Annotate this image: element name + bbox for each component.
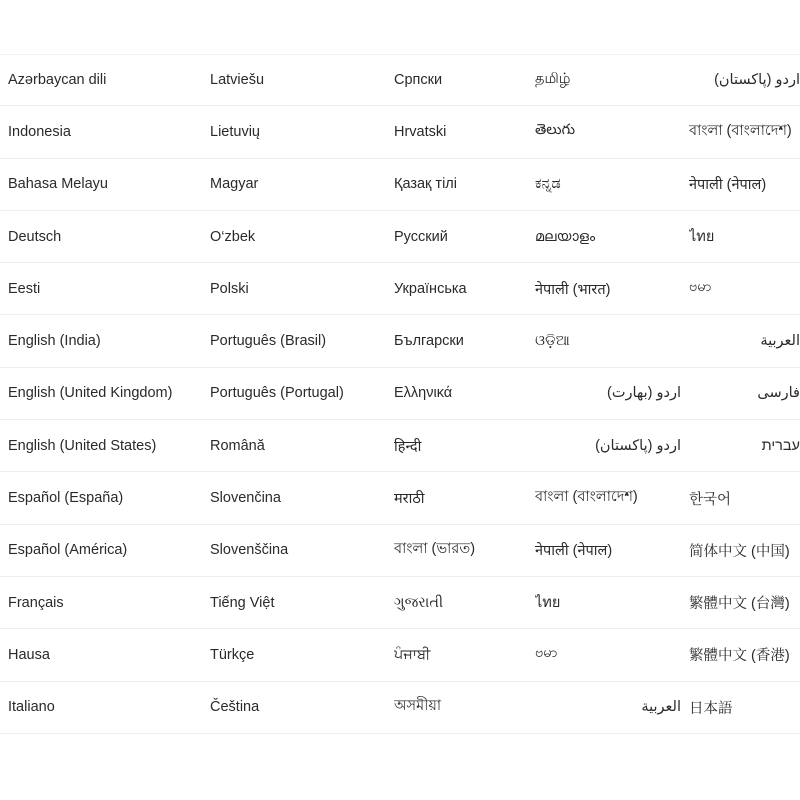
- language-option[interactable]: Türkçe: [210, 646, 255, 663]
- language-option[interactable]: Română: [210, 437, 265, 454]
- language-option[interactable]: Deutsch: [8, 228, 62, 245]
- language-option[interactable]: Latviešu: [210, 72, 265, 89]
- language-option[interactable]: বাংলা (বাংলাদেশ): [689, 122, 792, 139]
- language-row: [0, 682, 800, 734]
- language-option[interactable]: Polski: [210, 280, 249, 297]
- language-option[interactable]: नेपाली (नेपाल): [535, 543, 613, 560]
- language-option[interactable]: ဗမာ: [535, 645, 558, 662]
- language-option[interactable]: தமிழ்: [535, 71, 571, 88]
- language-option[interactable]: Italiano: [8, 699, 55, 716]
- language-option[interactable]: Ελληνικά: [394, 385, 453, 402]
- language-option[interactable]: Slovenščina: [210, 542, 289, 559]
- language-option[interactable]: Español (España): [8, 490, 124, 507]
- language-option[interactable]: ไทย: [535, 595, 561, 612]
- language-option[interactable]: বাংলা (বাংলাদেশ): [535, 489, 638, 506]
- language-option[interactable]: Azərbaycan dili: [8, 72, 107, 89]
- language-row: [0, 315, 800, 367]
- language-option[interactable]: Slovenčina: [210, 490, 281, 507]
- language-row: [0, 368, 800, 420]
- language-option[interactable]: English (United Kingdom): [8, 385, 173, 402]
- language-option[interactable]: Русский: [394, 228, 448, 245]
- language-option[interactable]: বাংলা (ভারত): [394, 541, 476, 558]
- language-option[interactable]: Čeština: [210, 699, 260, 716]
- language-option[interactable]: ಕನ್ನಡ: [535, 176, 561, 193]
- language-row: [0, 54, 800, 106]
- language-option[interactable]: Български: [394, 333, 464, 350]
- language-option[interactable]: فارسی: [757, 385, 800, 402]
- language-option[interactable]: Français: [8, 594, 64, 611]
- language-row: [0, 420, 800, 472]
- language-row: [0, 159, 800, 211]
- language-option[interactable]: नेपाली (नेपाल): [689, 177, 767, 194]
- language-option[interactable]: O‘zbek: [210, 228, 256, 245]
- language-row: [0, 106, 800, 158]
- language-option[interactable]: العربية: [641, 699, 681, 716]
- language-option[interactable]: 简体中文 (中国): [689, 543, 790, 560]
- language-row: [0, 525, 800, 577]
- language-option[interactable]: English (India): [8, 333, 101, 350]
- language-option[interactable]: മലയാളം: [535, 228, 596, 245]
- language-option[interactable]: اردو (پاکستان): [595, 437, 681, 454]
- language-option[interactable]: Қазақ тілі: [394, 176, 457, 193]
- language-option[interactable]: हिन्दी: [394, 438, 422, 455]
- language-option[interactable]: Bahasa Melayu: [8, 176, 108, 193]
- language-option[interactable]: Eesti: [8, 280, 41, 297]
- language-option[interactable]: ଓଡ଼ିଆ: [535, 333, 570, 350]
- language-row: [0, 629, 800, 681]
- language-option[interactable]: 한국어: [689, 491, 732, 508]
- language-option[interactable]: Hausa: [8, 646, 50, 663]
- language-row: [0, 211, 800, 263]
- language-row: [0, 472, 800, 524]
- language-option[interactable]: ગુજરાતી: [394, 594, 444, 611]
- language-option[interactable]: Hrvatski: [394, 123, 447, 140]
- language-option[interactable]: অসমীয়া: [394, 698, 442, 715]
- language-option[interactable]: 繁體中文 (台灣): [689, 596, 790, 613]
- language-option[interactable]: Lietuvių: [210, 123, 260, 140]
- language-option[interactable]: Indonesia: [8, 123, 71, 140]
- language-option[interactable]: Tiếng Việt: [210, 594, 275, 611]
- language-row: [0, 263, 800, 315]
- language-list: [0, 54, 800, 734]
- language-option[interactable]: मराठी: [394, 491, 425, 508]
- language-option[interactable]: 繁體中文 (香港): [689, 648, 790, 665]
- language-option[interactable]: اردو (پاکستان): [714, 72, 800, 89]
- language-option[interactable]: Српски: [394, 72, 443, 89]
- language-option[interactable]: ਪੰਜਾਬੀ: [394, 646, 431, 663]
- language-option[interactable]: Magyar: [210, 176, 259, 193]
- language-option[interactable]: English (United States): [8, 437, 157, 454]
- language-option[interactable]: Українська: [394, 280, 467, 297]
- language-option[interactable]: Português (Portugal): [210, 385, 344, 402]
- language-option[interactable]: ไทย: [689, 229, 715, 246]
- language-option[interactable]: اردو (بھارت): [607, 385, 681, 402]
- language-option[interactable]: తెలుగు: [535, 121, 576, 138]
- language-row: [0, 577, 800, 629]
- language-option[interactable]: 日本語: [689, 700, 733, 717]
- language-option[interactable]: ဗမာ: [689, 279, 712, 296]
- language-option[interactable]: עברית: [761, 437, 800, 454]
- language-option[interactable]: नेपाली (भारत): [535, 281, 611, 298]
- language-option[interactable]: Português (Brasil): [210, 333, 327, 350]
- language-option[interactable]: العربية: [760, 333, 800, 350]
- language-option[interactable]: Español (América): [8, 542, 128, 559]
